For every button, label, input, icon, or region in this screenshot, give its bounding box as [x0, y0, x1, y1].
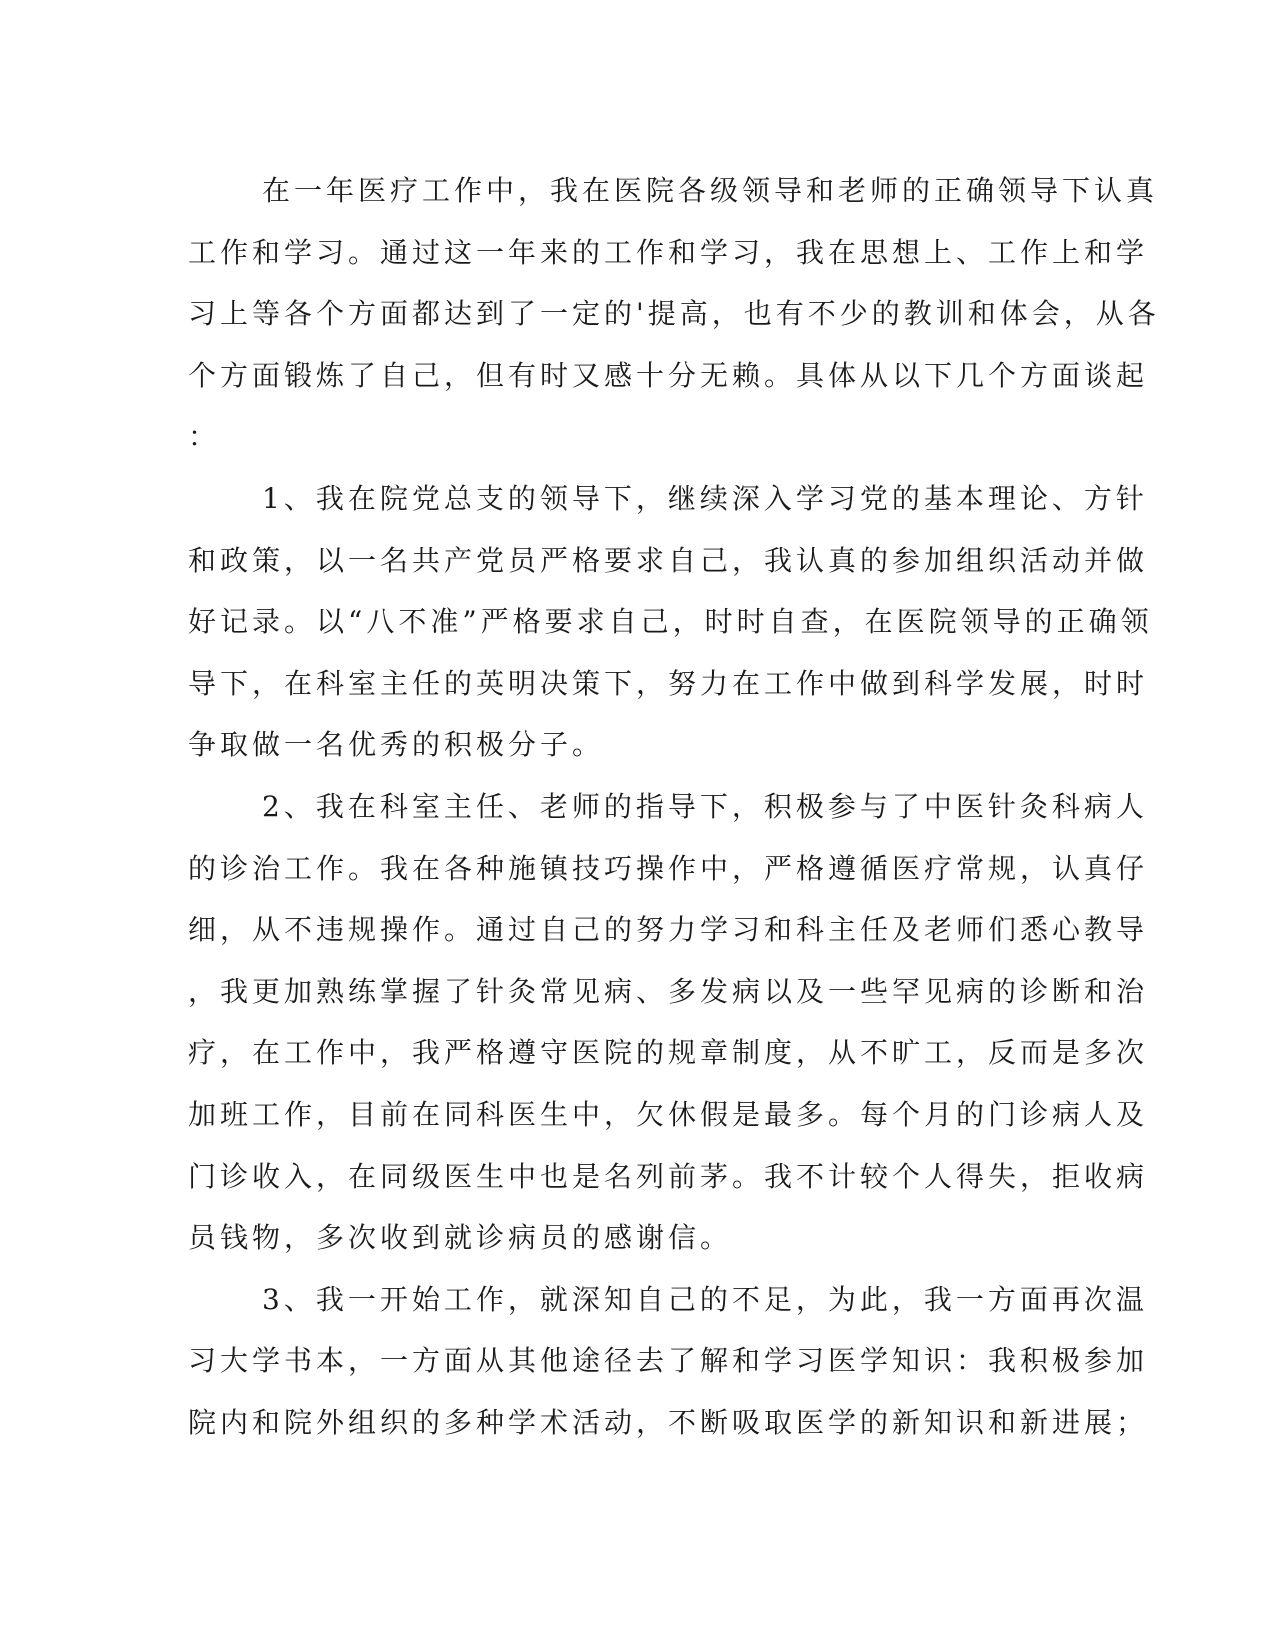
document-body [188, 160, 1160, 1453]
text-line: 细，从不违规操作。通过自己的努力学习和科主任及老师们悉心教导 [188, 913, 1149, 947]
paragraph-point-1 [188, 468, 1153, 776]
text-line: 好记录。以“八不准”严格要求自己，时时自查，在医院领导的正确领 [188, 605, 1153, 639]
text-line: 1、我在院党总支的领导下，继续深入学习党的基本理论、方针 [262, 481, 1148, 515]
paragraph-intro [188, 160, 1160, 468]
text-line: 院内和院外组织的多种学术活动，不断吸取医学的新知识和新进展； [188, 1405, 1149, 1439]
paragraph-point-2 [188, 776, 1149, 1269]
text-line: 加班工作，目前在同科医生中，欠休假是最多。每个月的门诊病人及 [188, 1097, 1149, 1131]
text-line: 员钱物，多次收到就诊病员的感谢信。 [188, 1221, 733, 1255]
text-line: 工作和学习。通过这一年来的工作和学习，我在思想上、工作上和学 [188, 235, 1149, 269]
text-line: 3、我一开始工作，就深知自己的不足，为此，我一方面再次温 [262, 1282, 1148, 1316]
text-line: 和政策，以一名共产党员严格要求自己，我认真的参加组织活动并做 [188, 543, 1149, 577]
text-line: 习上等各个方面都达到了一定的'提高，也有不少的教训和体会，从各 [188, 297, 1160, 331]
text-line: 疗，在工作中，我严格遵守医院的规章制度，从不旷工，反而是多次 [188, 1036, 1149, 1070]
text-line: 习大学书本，一方面从其他途径去了解和学习医学知识：我积极参加 [188, 1344, 1149, 1378]
text-line: 在一年医疗工作中，我在医院各级领导和老师的正确领导下认真 [262, 174, 1159, 207]
text-line: 个方面锻炼了自己，但有时又感十分无赖。具体从以下几个方面谈起 [188, 358, 1149, 392]
text-line: 导下，在科室主任的英明决策下，努力在工作中做到科学发展，时时 [188, 666, 1149, 700]
paragraph-point-3 [188, 1269, 1149, 1454]
text-line: ： [188, 420, 221, 454]
text-line: 门诊收入，在同级医生中也是名列前茅。我不计较个人得失，拒收病 [188, 1159, 1149, 1193]
text-line: 争取做一名优秀的积极分子。 [188, 728, 605, 762]
text-line: 2、我在科室主任、老师的指导下，积极参与了中医针灸科病人 [262, 789, 1148, 823]
text-line: 的诊治工作。我在各种施镇技巧操作中，严格遵循医疗常规，认真仔 [188, 851, 1149, 885]
text-line: ，我更加熟练掌握了针灸常见病、多发病以及一些罕见病的诊断和治 [188, 974, 1149, 1008]
